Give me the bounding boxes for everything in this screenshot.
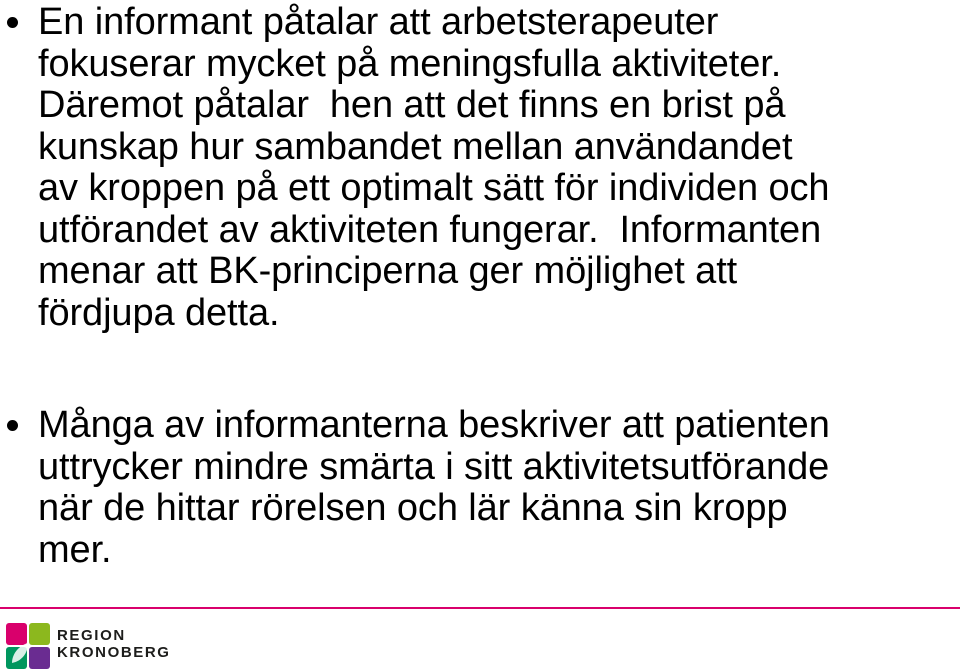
text-line: Däremot påtalar hen att det finns en brist på — [38, 84, 786, 126]
text-line: menar att BK-principerna ger möjlighet att — [38, 250, 738, 292]
text-line: av kroppen på ett optimalt sätt för individen och — [38, 167, 830, 209]
bullet-dot — [7, 17, 18, 28]
text-line: kunskap hur sambandet mellan användandet — [38, 125, 793, 168]
text-line: fokuserar mycket på meningsfulla aktiviteter. — [38, 42, 782, 85]
bullet-paragraph-1 — [38, 2, 953, 334]
text-line: fördjupa detta. — [38, 291, 280, 334]
bullet-dot — [7, 420, 18, 431]
logo-block-purple — [29, 647, 50, 669]
text-line: mer. — [38, 528, 112, 571]
text-line: Många av informanterna beskriver att patienten — [38, 404, 830, 446]
logo-line-region: REGION — [57, 627, 126, 644]
logo-block-pink — [6, 623, 27, 645]
bullet-paragraph-2 — [38, 405, 953, 571]
region-kronoberg-logo — [6, 623, 186, 669]
text-line: En informant påtalar att arbetsterapeuter — [38, 1, 719, 43]
logo-line-kronoberg: KRONOBERG — [57, 644, 171, 661]
footer-divider — [0, 607, 960, 609]
logo-block-lime — [29, 623, 50, 645]
text-line: när de hittar rörelsen och lär känna sin kropp — [38, 487, 788, 529]
region-logo-mark-icon — [6, 623, 50, 669]
text-line: uttrycker mindre smärta i sitt aktivitetsutförande — [38, 445, 830, 488]
text-line: utförandet av aktiviteten fungerar. Informanten — [38, 208, 822, 251]
logo-wordmark — [57, 627, 171, 661]
